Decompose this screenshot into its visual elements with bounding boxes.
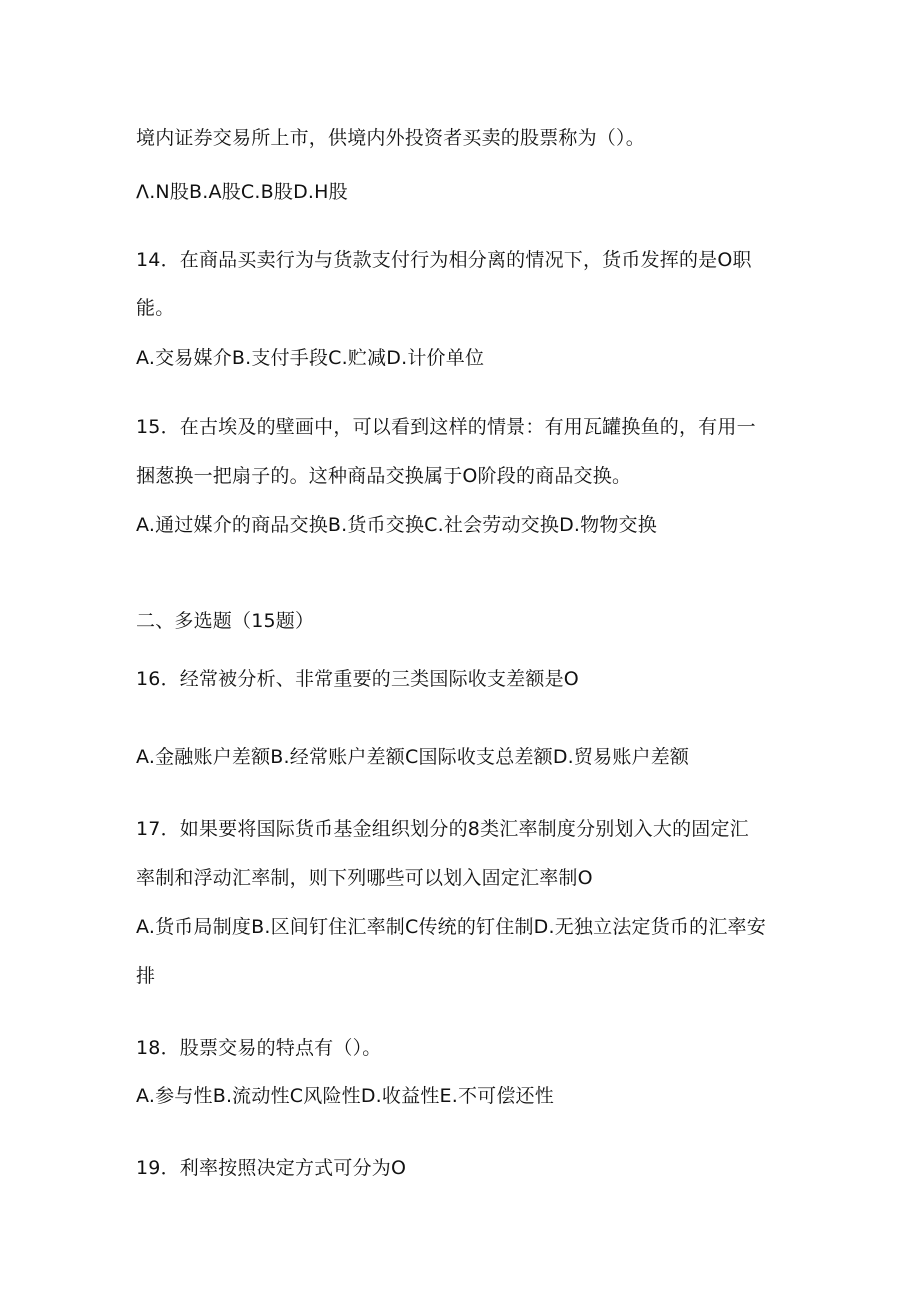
question-15-options: A.通过媒介的商品交换B.货币交换C.社会劳动交换D.物物交换 (136, 514, 657, 536)
question-17-stem: 17．如果要将国际货币基金组织划分的8类汇率制度分别划入大的固定汇 (136, 818, 749, 840)
question-15-stem: 15．在古埃及的壁画中，可以看到这样的情景：有用瓦罐换鱼的，有用一 (136, 416, 756, 438)
question-14-options: A.交易媒介B.支付手段C.贮减D.计价单位 (136, 347, 485, 369)
question-17-options-cont: 排 (136, 965, 156, 987)
question-14-stem-cont: 能。 (136, 297, 175, 319)
question-17-stem-cont: 率制和浮动汇率制，则下列哪些可以划入固定汇率制O (136, 867, 593, 889)
question-16-options: A.金融账户差额B.经常账户差额C国际收支总差额D.贸易账户差额 (136, 746, 690, 768)
question-13-stem-end: 境内证券交易所上市，供境内外投资者买卖的股票称为（）。 (136, 127, 645, 149)
section-heading-multiple-choice: 二、多选题（15题） (136, 610, 315, 632)
question-17-options: A.货币局制度B.区间钉住汇率制C传统的钉住制D.无独立法定货币的汇率安 (136, 916, 766, 938)
question-18-options: A.参与性B.流动性C风险性D.收益性E.不可偿还性 (136, 1085, 554, 1107)
question-14-stem: 14．在商品买卖行为与货款支付行为相分离的情况下，货币发挥的是O职 (136, 249, 752, 271)
question-13-options: Λ.N股B.A股C.B股D.H股 (136, 181, 348, 203)
question-19-stem: 19．利率按照决定方式可分为O (136, 1157, 407, 1179)
question-15-stem-cont: 捆葱换一把扇子的。这种商品交换属于O阶段的商品交换。 (136, 465, 632, 487)
question-16-stem: 16．经常被分析、非常重要的三类国际收支差额是O (136, 668, 579, 690)
question-18-stem: 18．股票交易的特点有（）。 (136, 1037, 382, 1059)
